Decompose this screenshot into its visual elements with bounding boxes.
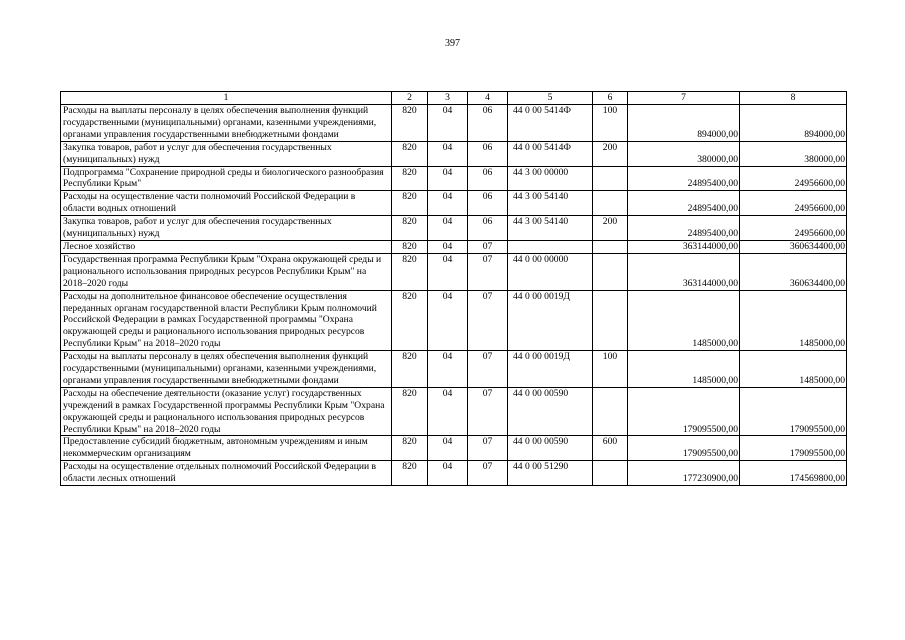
cell-subsection-code: 06 — [468, 105, 508, 142]
cell-section-code: 04 — [428, 253, 468, 290]
budget-table — [60, 91, 847, 486]
column-header: 4 — [468, 92, 508, 105]
cell-ministry-code: 820 — [392, 436, 428, 461]
cell-section-code: 04 — [428, 240, 468, 253]
cell-subsection-code: 06 — [468, 141, 508, 166]
column-header: 5 — [508, 92, 593, 105]
cell-amount-year-2: 380000,00 — [740, 141, 847, 166]
column-header: 7 — [628, 92, 740, 105]
cell-expense-type: 100 — [593, 105, 628, 142]
column-header: 6 — [593, 92, 628, 105]
cell-amount-year-1: 380000,00 — [628, 141, 740, 166]
table-row — [61, 461, 847, 486]
cell-description: Расходы на выплаты персоналу в целях обеспечения выполнения функций государственными (муниципальными) органами, казенными учреждениями, органами управления государственными внебюджетными фондами — [61, 351, 392, 388]
cell-target-article: 44 0 00 00000 — [508, 253, 593, 290]
cell-amount-year-1: 179095500,00 — [628, 436, 740, 461]
cell-description: Закупка товаров, работ и услуг для обеспечения государственных (муниципальных) нужд — [61, 141, 392, 166]
cell-section-code: 04 — [428, 290, 468, 351]
cell-expense-type: 200 — [593, 141, 628, 166]
cell-amount-year-2: 174569800,00 — [740, 461, 847, 486]
cell-subsection-code: 07 — [468, 351, 508, 388]
cell-amount-year-1: 24895400,00 — [628, 166, 740, 191]
table-row — [61, 240, 847, 253]
cell-subsection-code: 07 — [468, 387, 508, 436]
cell-section-code: 04 — [428, 191, 468, 216]
cell-amount-year-1: 894000,00 — [628, 105, 740, 142]
cell-amount-year-2: 1485000,00 — [740, 351, 847, 388]
cell-subsection-code: 07 — [468, 240, 508, 253]
cell-amount-year-1: 363144000,00 — [628, 240, 740, 253]
cell-expense-type: 200 — [593, 216, 628, 241]
cell-expense-type — [593, 253, 628, 290]
cell-amount-year-1: 1485000,00 — [628, 351, 740, 388]
cell-description: Расходы на обеспечение деятельности (оказание услуг) государственных учреждений в рамках Государственной программы Республики Крым "Охрана окружающей среды и рационального использования природных ресурсов Республики Крым" на 2018–2020 годы — [61, 387, 392, 436]
cell-amount-year-2: 179095500,00 — [740, 387, 847, 436]
cell-description: Государственная программа Республики Крым "Охрана окружающей среды и рационального использования природных ресурсов Республики Крым" на 2018–2020 годы — [61, 253, 392, 290]
column-header: 1 — [61, 92, 392, 105]
cell-amount-year-1: 363144000,00 — [628, 253, 740, 290]
cell-amount-year-2: 360634400,00 — [740, 253, 847, 290]
cell-description: Расходы на осуществление части полномочий Российской Федерации в области водных отношений — [61, 191, 392, 216]
cell-subsection-code: 07 — [468, 436, 508, 461]
cell-subsection-code: 06 — [468, 166, 508, 191]
table-row — [61, 387, 847, 436]
cell-target-article: 44 0 00 5414Ф — [508, 105, 593, 142]
cell-target-article: 44 3 00 00000 — [508, 166, 593, 191]
table-row — [61, 253, 847, 290]
cell-expense-type — [593, 166, 628, 191]
cell-description: Расходы на выплаты персоналу в целях обеспечения выполнения функций государственными (муниципальными) органами, казенными учреждениями, органами управления государственными внебюджетными фондами — [61, 105, 392, 142]
table-row — [61, 290, 847, 351]
cell-target-article: 44 3 00 54140 — [508, 216, 593, 241]
cell-section-code: 04 — [428, 141, 468, 166]
cell-target-article: 44 0 00 00590 — [508, 387, 593, 436]
cell-description: Расходы на дополнительное финансовое обеспечение осуществления переданных органам государственной власти Республики Крым полномочий Российской Федерации в рамках Государственной программы "Охрана окружающей среды и рационального использования природных ресурсов Республики Крым" на 2018–2020 годы — [61, 290, 392, 351]
cell-amount-year-2: 894000,00 — [740, 105, 847, 142]
cell-target-article: 44 0 00 00590 — [508, 436, 593, 461]
cell-description: Предоставление субсидий бюджетным, автономным учреждениям и иным некоммерческим организациям — [61, 436, 392, 461]
cell-ministry-code: 820 — [392, 105, 428, 142]
cell-description: Расходы на осуществление отдельных полномочий Российской Федерации в области лесных отношений — [61, 461, 392, 486]
page-number: 397 — [445, 38, 460, 49]
table-row — [61, 436, 847, 461]
table-row — [61, 216, 847, 241]
cell-subsection-code: 07 — [468, 290, 508, 351]
cell-ministry-code: 820 — [392, 166, 428, 191]
cell-amount-year-2: 360634400,00 — [740, 240, 847, 253]
cell-amount-year-1: 24895400,00 — [628, 216, 740, 241]
column-header: 2 — [392, 92, 428, 105]
cell-section-code: 04 — [428, 436, 468, 461]
column-header: 3 — [428, 92, 468, 105]
cell-target-article: 44 0 00 0019Д — [508, 351, 593, 388]
cell-expense-type: 100 — [593, 351, 628, 388]
cell-section-code: 04 — [428, 166, 468, 191]
cell-amount-year-1: 179095500,00 — [628, 387, 740, 436]
cell-amount-year-2: 179095500,00 — [740, 436, 847, 461]
cell-amount-year-1: 177230900,00 — [628, 461, 740, 486]
cell-amount-year-2: 1485000,00 — [740, 290, 847, 351]
cell-subsection-code: 06 — [468, 191, 508, 216]
cell-target-article — [508, 240, 593, 253]
cell-subsection-code: 07 — [468, 461, 508, 486]
table-row — [61, 105, 847, 142]
cell-subsection-code: 07 — [468, 253, 508, 290]
table-row — [61, 351, 847, 388]
cell-ministry-code: 820 — [392, 461, 428, 486]
cell-expense-type: 600 — [593, 436, 628, 461]
cell-ministry-code: 820 — [392, 290, 428, 351]
cell-ministry-code: 820 — [392, 240, 428, 253]
cell-target-article: 44 0 00 0019Д — [508, 290, 593, 351]
cell-ministry-code: 820 — [392, 191, 428, 216]
cell-section-code: 04 — [428, 216, 468, 241]
cell-amount-year-2: 24956600,00 — [740, 216, 847, 241]
cell-ministry-code: 820 — [392, 216, 428, 241]
table-row — [61, 191, 847, 216]
cell-expense-type — [593, 191, 628, 216]
cell-ministry-code: 820 — [392, 351, 428, 388]
cell-section-code: 04 — [428, 461, 468, 486]
cell-section-code: 04 — [428, 387, 468, 436]
cell-amount-year-1: 24895400,00 — [628, 191, 740, 216]
cell-ministry-code: 820 — [392, 141, 428, 166]
cell-description: Лесное хозяйство — [61, 240, 392, 253]
cell-section-code: 04 — [428, 105, 468, 142]
cell-amount-year-2: 24956600,00 — [740, 191, 847, 216]
cell-ministry-code: 820 — [392, 387, 428, 436]
cell-description: Закупка товаров, работ и услуг для обеспечения государственных (муниципальных) нужд — [61, 216, 392, 241]
cell-description: Подпрограмма "Сохранение природной среды и биологического разнообразия Республики Крым" — [61, 166, 392, 191]
cell-expense-type — [593, 240, 628, 253]
cell-amount-year-1: 1485000,00 — [628, 290, 740, 351]
cell-section-code: 04 — [428, 351, 468, 388]
cell-amount-year-2: 24956600,00 — [740, 166, 847, 191]
cell-target-article: 44 3 00 54140 — [508, 191, 593, 216]
cell-target-article: 44 0 00 5414Ф — [508, 141, 593, 166]
cell-target-article: 44 0 00 51290 — [508, 461, 593, 486]
cell-expense-type — [593, 461, 628, 486]
cell-subsection-code: 06 — [468, 216, 508, 241]
table-header-row — [61, 92, 847, 105]
cell-ministry-code: 820 — [392, 253, 428, 290]
column-header: 8 — [740, 92, 847, 105]
cell-expense-type — [593, 290, 628, 351]
table-row — [61, 141, 847, 166]
table-row — [61, 166, 847, 191]
cell-expense-type — [593, 387, 628, 436]
